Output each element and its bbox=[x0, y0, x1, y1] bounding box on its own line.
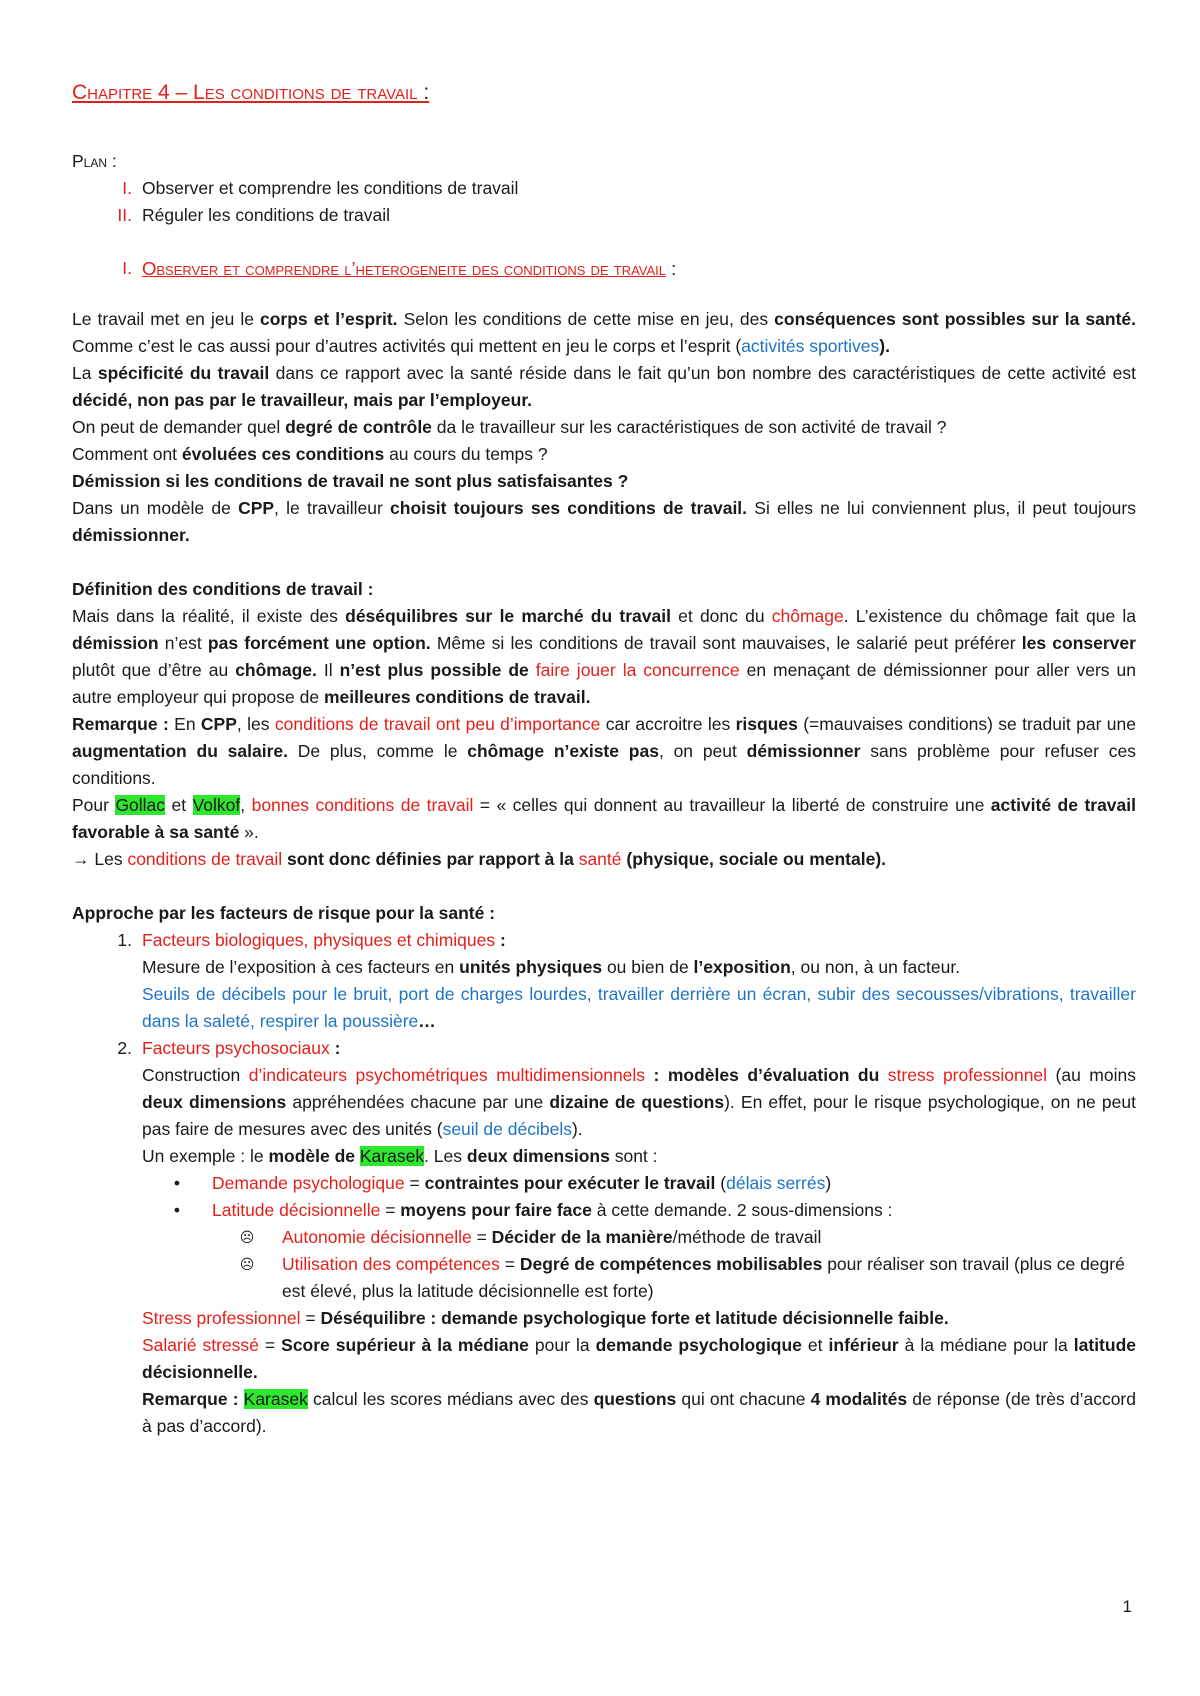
highlight-karasek: Karasek bbox=[359, 1146, 425, 1166]
karasek-example: Un exemple : le modèle de Karasek. Les deux dimensions sont : bbox=[142, 1146, 658, 1166]
list-number: 2. bbox=[117, 1038, 132, 1058]
section-number: I. bbox=[122, 258, 132, 278]
section-title-text: Observer et comprendre l’heterogeneite des conditions de travail bbox=[142, 258, 667, 279]
plan-item-2 bbox=[72, 202, 1136, 229]
definition-paragraph: Mais dans la réalité, il existe des déséquilibres sur le marché du travail et donc du chômage. L’existence du chômage fait que la démission n’est pas forcément une option. Même si les conditions de travail sont mauvaises, le salarié peut préférer les conserver plutôt que d’être au chômage. Il n’est plus possible de faire jouer la concurrence en menaçant de démissionner pour aller vers un autre employeur qui propose de meilleures conditions de travail. bbox=[72, 606, 1136, 707]
frown-bullet-icon: ☹ bbox=[239, 1256, 255, 1272]
plan-item-text: Réguler les conditions de travail bbox=[142, 205, 391, 225]
plan-item-1 bbox=[72, 175, 1136, 202]
bullet-icon: • bbox=[173, 1173, 181, 1193]
frown-bullet-icon: ☹ bbox=[239, 1229, 255, 1245]
approach-heading: Approche par les facteurs de risque pour la santé : bbox=[72, 903, 496, 923]
highlight-gollac: Gollac bbox=[115, 795, 166, 815]
stress-definition: Stress professionnel = Déséquilibre : demande psychologique forte et latitude décisionnelle faible. bbox=[142, 1308, 949, 1328]
definition-heading: Définition des conditions de travail : bbox=[72, 579, 374, 599]
gollac-volkof-paragraph: Pour Gollac et Volkof, bonnes conditions de travail = « celles qui donnent au travailleur la liberté de construire une activité de travail favorable à sa santé ». bbox=[72, 795, 1136, 842]
intro-paragraph-2: On peut de demander quel degré de contrôle da le travailleur sur les caractéristiques de son activité de travail ? bbox=[72, 417, 947, 437]
plan-item-number: I. bbox=[122, 178, 132, 198]
bullet-demande: • Demande psychologique = contraintes pour exécuter le travail (délais serrés) bbox=[72, 1170, 1136, 1197]
karasek-remark: Remarque : Karasek calcul les scores médians avec des questions qui ont chacune 4 modalités de réponse (de très d’accord à pas d’accord). bbox=[142, 1389, 1136, 1436]
intro-paragraph-1: Le travail met en jeu le corps et l’esprit. Selon les conditions de cette mise en jeu, des conséquences sont possibles sur la santé. Comme c’est le cas aussi pour d’autres activités qui mettent en jeu le corps et l’esprit (activités sportives). La spécificité du travail dans ce rapport avec la santé réside dans le fait qu’un bon nombre des caractéristiques de cette activité est décidé, non pas par le travailleur, mais par l’employeur. bbox=[72, 309, 1136, 410]
section-heading bbox=[72, 255, 1136, 282]
conclusion-paragraph: → Les conditions de travail sont donc définies par rapport à la santé (physique, sociale ou mentale). bbox=[72, 849, 887, 869]
intro-paragraph-3: Comment ont évoluées ces conditions au cours du temps ? bbox=[72, 444, 548, 464]
bullet-icon: • bbox=[173, 1200, 181, 1220]
factor-item-1: 1. Facteurs biologiques, physiques et chimiques : bbox=[72, 927, 1136, 954]
bullet-latitude: • Latitude décisionnelle = moyens pour faire face à cette demande. 2 sous-dimensions : bbox=[72, 1197, 1136, 1224]
plan-item-number: II. bbox=[117, 205, 132, 225]
highlight-volkof: Volkof bbox=[192, 795, 241, 815]
chapter-title bbox=[72, 78, 1136, 108]
chapter-title-colon: : bbox=[423, 81, 430, 104]
subbullet-competences: ☹ Utilisation des compétences = Degré de compétences mobilisables pour réaliser son travail (plus ce degré est élevé, plus la latitude décisionnelle est forte) bbox=[72, 1251, 1136, 1305]
section-title-colon: : bbox=[671, 258, 677, 279]
list-number: 1. bbox=[117, 930, 132, 950]
document-content bbox=[72, 78, 1136, 1440]
highlight-karasek-2: Karasek bbox=[243, 1389, 308, 1409]
subbullet-autonomie: ☹ Autonomie décisionnelle = Décider de la manière/méthode de travail bbox=[72, 1224, 1136, 1251]
plan-label: Plan : bbox=[72, 151, 117, 171]
chapter-title-text: Chapitre 4 – Les conditions de travail bbox=[72, 81, 418, 104]
intro-paragraph-5: Dans un modèle de CPP, le travailleur choisit toujours ses conditions de travail. Si elles ne lui conviennent plus, il peut toujours démissionner. bbox=[72, 498, 1136, 545]
stressed-employee-definition: Salarié stressé = Score supérieur à la médiane pour la demande psychologique et inférieur à la médiane pour la latitude décisionnelle. bbox=[142, 1335, 1136, 1382]
page-number: 1 bbox=[1122, 1597, 1132, 1616]
plan-item-text: Observer et comprendre les conditions de travail bbox=[142, 178, 519, 198]
factor-2-description: Construction d’indicateurs psychométriques multidimensionnels : modèles d’évaluation du stress professionnel (au moins deux dimensions appréhendées chacune par une dizaine de questions). En effet, pour le risque psychologique, on ne peut pas faire de mesures avec des unités (seuil de décibels). bbox=[142, 1065, 1136, 1139]
intro-paragraph-4: Démission si les conditions de travail ne sont plus satisfaisantes ? bbox=[72, 471, 629, 491]
remark-paragraph: Remarque : En CPP, les conditions de travail ont peu d’importance car accroitre les risques (=mauvaises conditions) se traduit par une augmentation du salaire. De plus, comme le chômage n’existe pas, on peut démissionner sans problème pour refuser ces conditions. bbox=[72, 714, 1137, 788]
factor-item-2: 2. Facteurs psychosociaux : bbox=[72, 1035, 1136, 1062]
factor-1-description: Mesure de l’exposition à ces facteurs en unités physiques ou bien de l’exposition, ou non, à un facteur. Seuils de décibels pour le bruit, port de charges lourdes, travailler derrière un écran, subir des secousses/vibrations, travailler dans la saleté, respirer la poussière… bbox=[142, 957, 1136, 1031]
